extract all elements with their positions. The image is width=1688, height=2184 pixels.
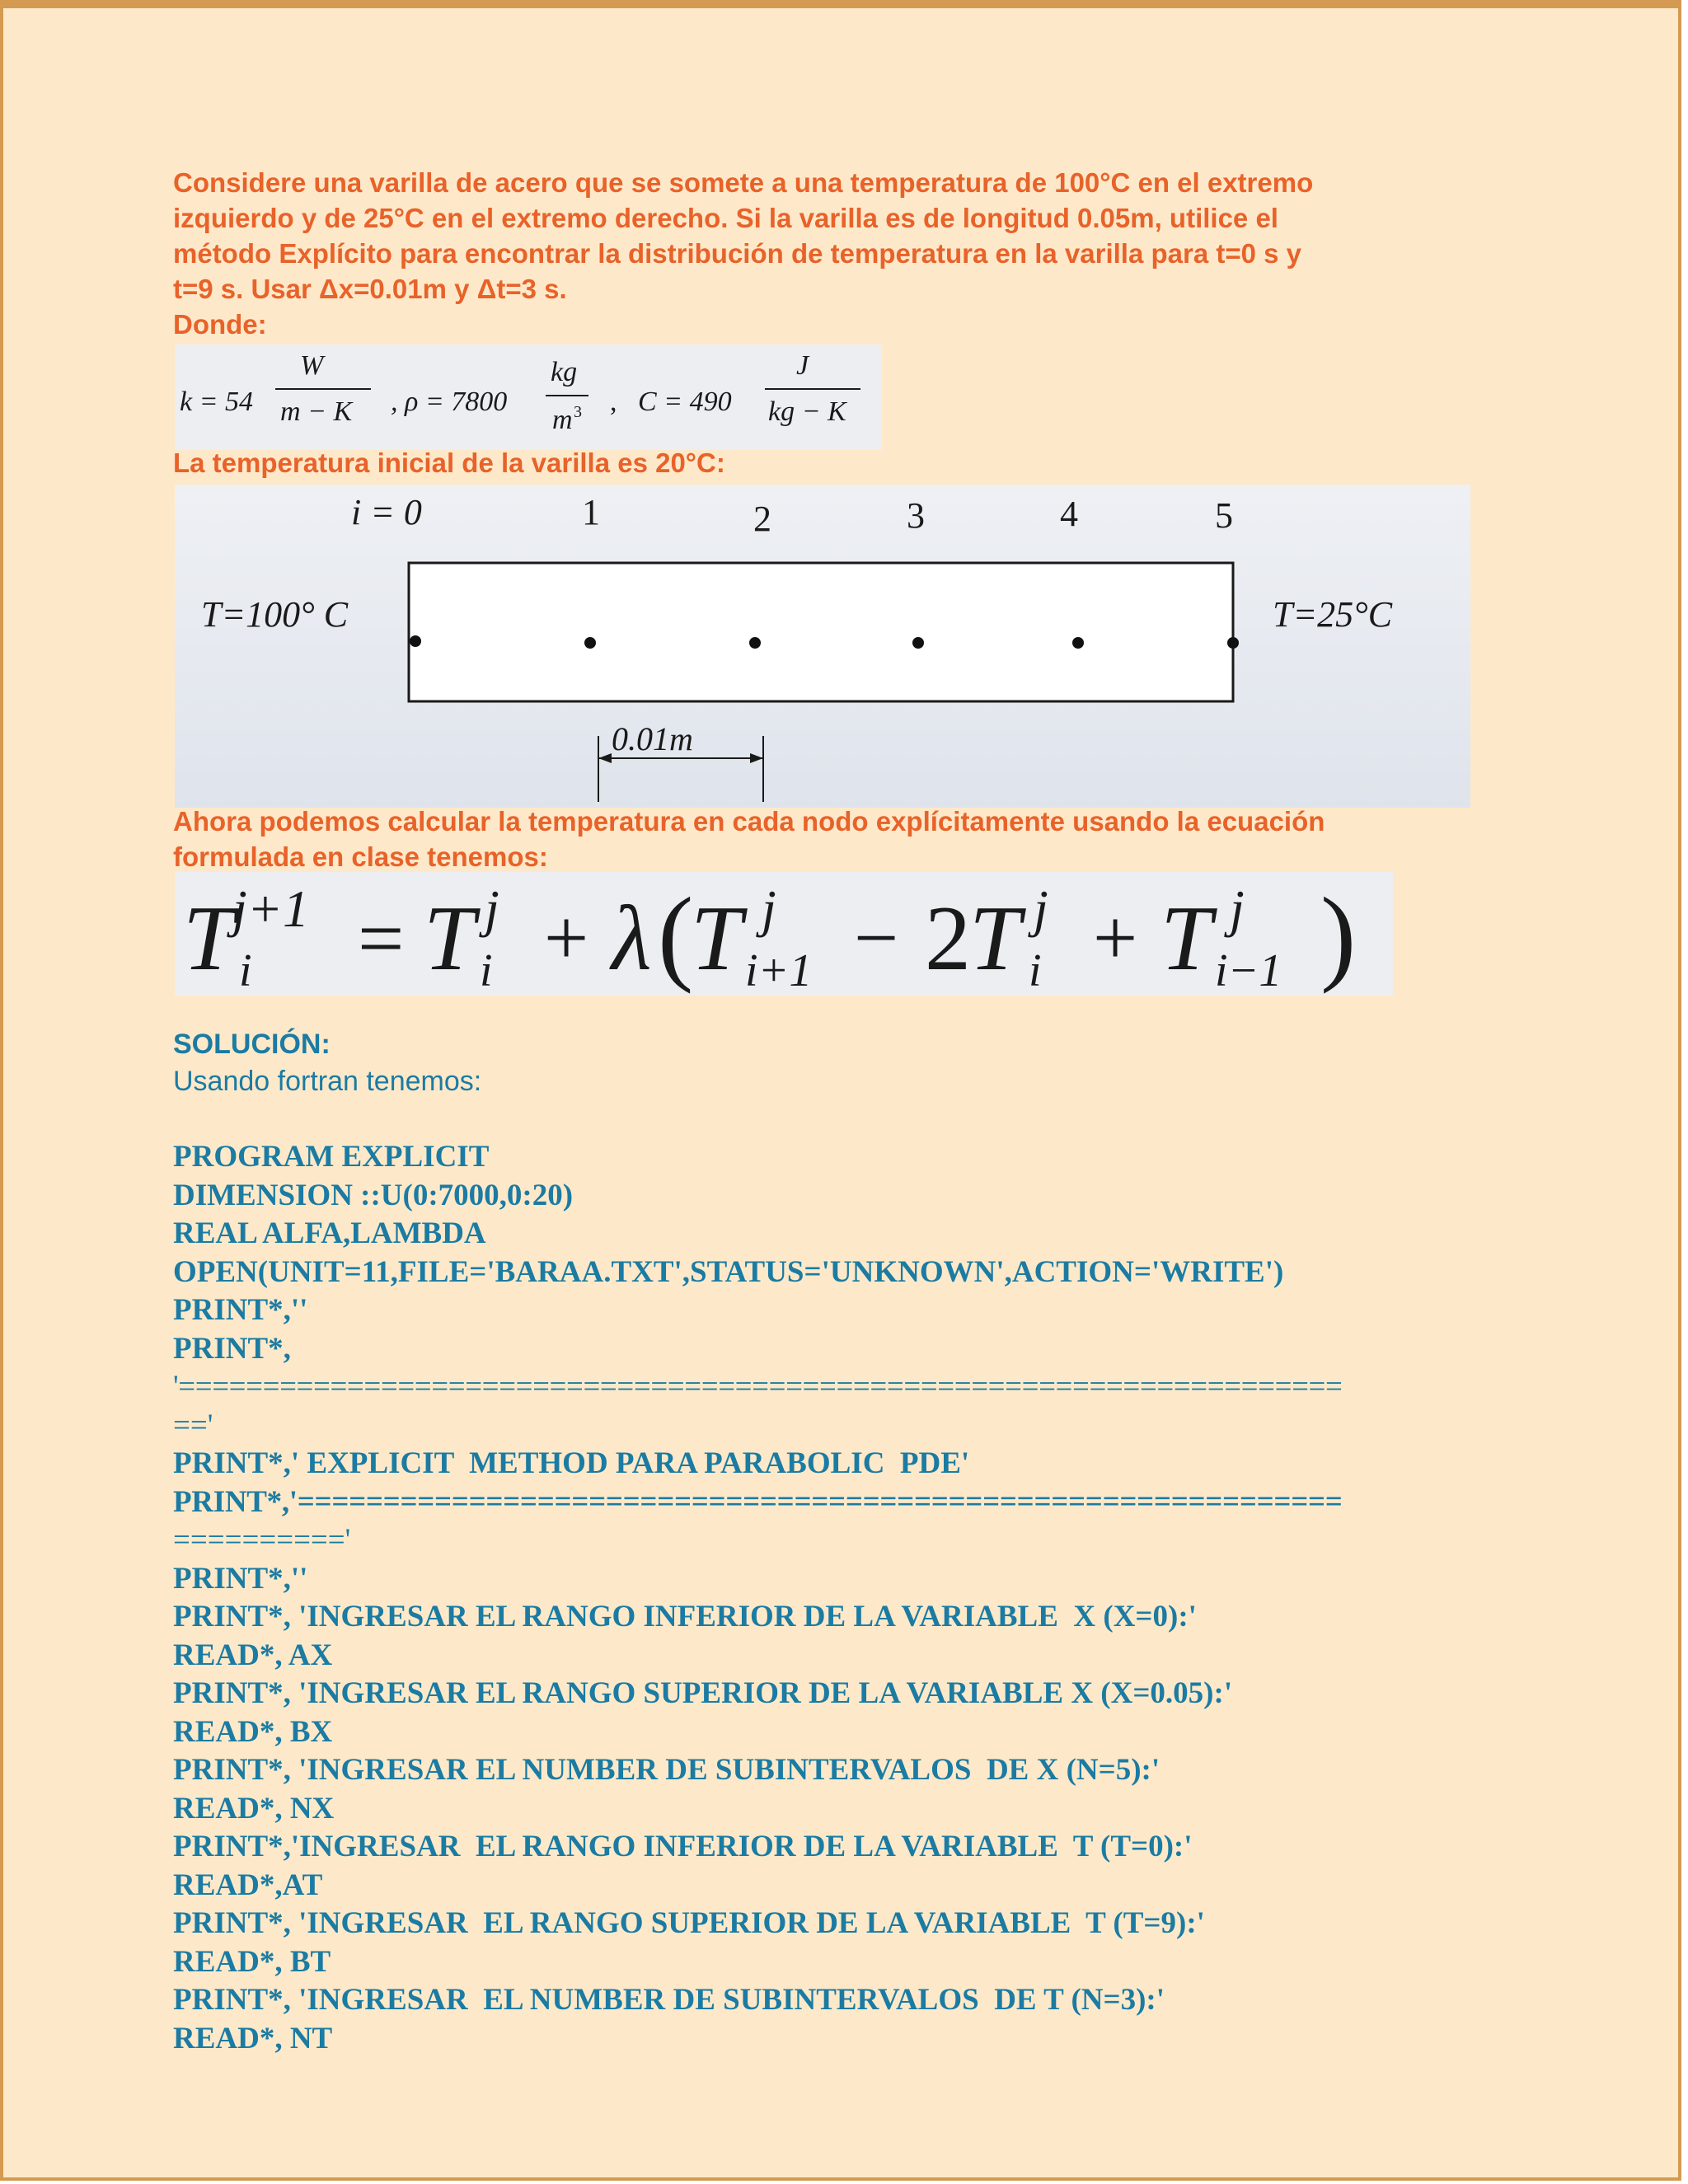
k-label: k = 54 <box>180 387 254 417</box>
c-label: C = 490 <box>638 387 732 417</box>
problem-line: izquierdo y de 25°C en el extremo derecho. Si la varilla es de longitud 0.05m, utilice el <box>173 203 1278 233</box>
svg-text:T: T <box>691 888 743 990</box>
svg-text:λ: λ <box>612 888 652 990</box>
svg-text:T: T <box>424 888 476 990</box>
node-dot-3 <box>912 637 924 649</box>
svg-text:T: T <box>183 888 235 990</box>
code-line: PRINT*,'============================================================= <box>173 1484 1343 1519</box>
rho-denominator: m <box>552 405 573 435</box>
code-line: REAL ALFA,LAMBDA <box>173 1216 486 1250</box>
node-dot-4 <box>1072 637 1084 649</box>
svg-text:j+1: j+1 <box>232 879 309 938</box>
svg-text:(: ( <box>658 876 694 995</box>
rho-numerator: kg <box>551 357 578 387</box>
code-line: PRINT*,'' <box>173 1293 308 1327</box>
svg-text:T: T <box>969 888 1021 990</box>
problem-line: Considere una varilla de acero que se somete a una temperatura de 100°C en el extremo <box>173 167 1314 198</box>
spacing-label: 0.01m <box>612 720 693 757</box>
c-denominator: kg − K <box>768 396 846 427</box>
svg-text:+: + <box>544 893 589 982</box>
svg-text:T: T <box>1160 888 1212 990</box>
svg-text:i: i <box>480 945 493 996</box>
node-label-5: 5 <box>1215 495 1233 536</box>
rod-diagram-svg <box>175 485 1470 808</box>
code-line: PRINT*, <box>173 1331 291 1366</box>
svg-text:+: + <box>1093 893 1138 982</box>
svg-text:i−1: i−1 <box>1215 945 1282 996</box>
fortran-code <box>173 1138 1467 2058</box>
svg-text:i: i <box>239 945 252 996</box>
k-numerator: W <box>300 350 324 381</box>
left-temperature: T=100° C <box>201 594 349 635</box>
initial-temp-block <box>173 445 1475 480</box>
code-line: READ*,AT <box>173 1868 323 1902</box>
svg-text:i: i <box>1029 945 1042 996</box>
rho-denominator-exponent: 3 <box>574 403 582 421</box>
problem-statement <box>173 165 1475 342</box>
node-label-3: 3 <box>907 495 925 536</box>
explanation-line: Ahora podemos calcular la temperatura en cada nodo explícitamente usando la ecuación <box>173 806 1325 837</box>
node-label-4: 4 <box>1060 494 1078 534</box>
code-line: DIMENSION ::U(0:7000,0:20) <box>173 1178 574 1212</box>
svg-text:j: j <box>1034 879 1048 938</box>
svg-text:j: j <box>485 879 499 938</box>
code-line: ==========' <box>173 1523 351 1557</box>
node-dot-2 <box>749 637 761 649</box>
code-line: PRINT*, 'INGRESAR EL NUMBER DE SUBINTERVALOS DE X (N=5):' <box>173 1753 1160 1787</box>
code-line: PRINT*,'' <box>173 1561 308 1596</box>
code-line: ==' <box>173 1408 213 1442</box>
code-line: PRINT*, 'INGRESAR EL NUMBER DE SUBINTERVALOS DE T (N=3):' <box>173 1983 1165 2017</box>
explanation-line: formulada en clase tenemos: <box>173 841 548 872</box>
svg-text:j: j <box>1230 879 1245 938</box>
solution-intro: Usando fortran tenemos: <box>173 1066 482 1097</box>
svg-text:): ) <box>1320 876 1357 995</box>
node-label-1: 1 <box>582 492 600 532</box>
svg-text:j: j <box>762 879 776 938</box>
c-numerator: J <box>796 350 809 381</box>
code-line: PRINT*,'INGRESAR EL RANGO INFERIOR DE LA VARIABLE T (T=0):' <box>173 1830 1193 1863</box>
node-label-0: i = 0 <box>351 492 422 532</box>
node-dot-5 <box>1227 637 1239 649</box>
k-denominator: m − K <box>280 396 353 427</box>
right-temperature: T=25°C <box>1273 594 1393 635</box>
code-line: READ*, BT <box>173 1944 331 1979</box>
code-line: PRINT*,' EXPLICIT METHOD PARA PARABOLIC PDE' <box>173 1446 970 1480</box>
code-line: PRINT*, 'INGRESAR EL RANGO SUPERIOR DE LA VARIABLE X (X=0.05):' <box>173 1676 1233 1710</box>
initial-temp: La temperatura inicial de la varilla es 20°C: <box>173 448 725 478</box>
code-line: PRINT*, 'INGRESAR EL RANGO SUPERIOR DE LA VARIABLE T (T=9):' <box>173 1906 1205 1940</box>
code-line: PRINT*, 'INGRESAR EL RANGO INFERIOR DE LA VARIABLE X (X=0):' <box>173 1600 1197 1633</box>
explicit-equation <box>175 872 1393 996</box>
separator-comma: , <box>610 387 617 417</box>
node-dot-0 <box>410 635 421 647</box>
code-line: '===================================================================== <box>173 1370 1343 1404</box>
constants-formula <box>175 344 882 450</box>
code-line: PROGRAM EXPLICIT <box>173 1140 490 1174</box>
rho-label: , ρ = 7800 <box>391 387 508 417</box>
svg-text:i+1: i+1 <box>745 945 813 996</box>
problem-line: método Explícito para encontrar la distribución de temperatura en la varilla para t=0 s y <box>173 238 1302 269</box>
node-dot-1 <box>584 637 596 649</box>
code-line: READ*, NT <box>173 2021 333 2055</box>
svg-text:=: = <box>358 893 405 984</box>
code-line: OPEN(UNIT=11,FILE='BARAA.TXT',STATUS='UNKNOWN',ACTION='WRITE') <box>173 1254 1284 1289</box>
constants-image <box>175 344 882 450</box>
svg-text:−: − <box>854 893 899 982</box>
donde-label: Donde: <box>173 309 267 340</box>
rod-rectangle <box>409 563 1233 701</box>
explicit-equation-image <box>175 872 1393 996</box>
problem-line: t=9 s. Usar Δx=0.01m y Δt=3 s. <box>173 274 567 304</box>
rod-diagram <box>175 485 1470 808</box>
code-line: READ*, AX <box>173 1638 333 1672</box>
explanation-block <box>173 804 1475 874</box>
code-line: READ*, BX <box>173 1714 333 1749</box>
solution-heading: SOLUCIÓN: <box>173 1029 331 1060</box>
node-label-2: 2 <box>753 499 771 539</box>
svg-text:2: 2 <box>925 888 971 990</box>
code-line: READ*, NX <box>173 1791 335 1825</box>
solution-block <box>173 1029 1475 1098</box>
